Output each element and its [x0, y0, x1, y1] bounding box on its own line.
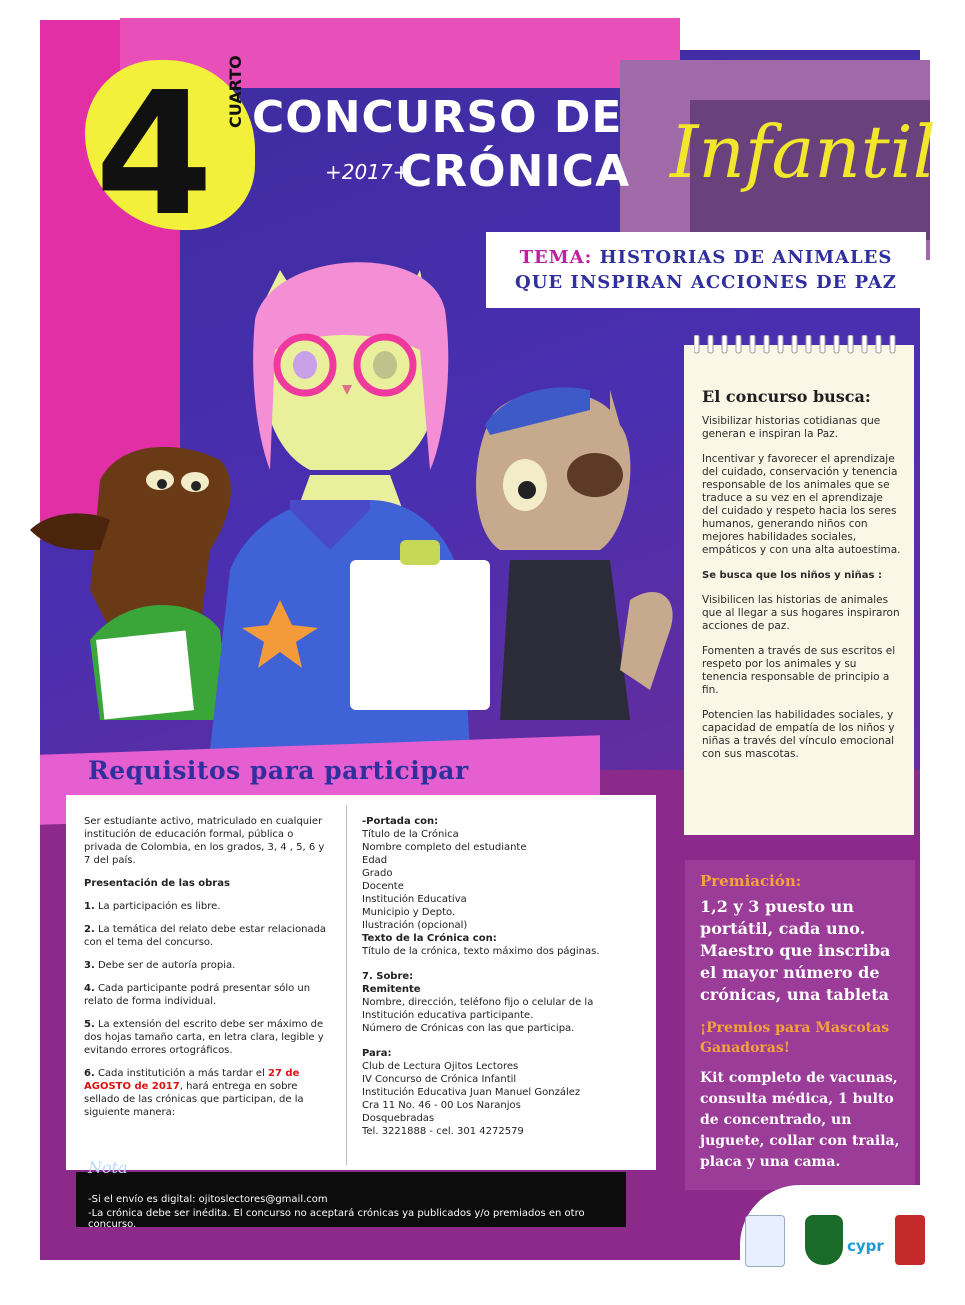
envelope-heading: 7. Sobre: [362, 971, 414, 982]
rule-3: 3. Debe ser de autoría propia. [84, 960, 236, 971]
goals-title: El concurso busca: [702, 387, 871, 406]
rule-2: 2. La temática del relato debe estar relacionada con el tema del concurso. [84, 924, 327, 948]
notepad-rings-icon [694, 335, 904, 355]
prizes-text: 1,2 y 3 puesto un portátil, cada uno. Maestro que inscriba el mayor número de crónicas, una tableta [700, 897, 891, 1004]
goal-5: Potencien las habilidades sociales, y capacidad de empatía de los niños y niñas a través del vínculo emocional con sus mascotas. [702, 709, 895, 760]
edition-number: 4 [95, 56, 214, 254]
goals-body [702, 415, 902, 773]
works-heading: Presentación de las obras [84, 878, 230, 889]
edition-word: CUARTO [226, 55, 245, 128]
prizes-heading: Premiación: [700, 872, 802, 890]
goals-notepad [684, 345, 914, 835]
rule-5: 5. La extensión del escrito debe ser máximo de dos hojas tamaño carta, en letra clara, legible y evitando errores ortográficos. [84, 1019, 324, 1056]
title-line-1: CONCURSO DE [252, 92, 623, 143]
prizes-section [700, 872, 910, 1173]
theme-label: TEMA: [519, 247, 593, 268]
note-line-1: -Si el envío es digital: ojitoslectores@gmail.com [88, 1194, 328, 1205]
characters-illustration [30, 250, 690, 750]
pet-prizes-heading: ¡Premios para Mascotas Ganadoras! [700, 1020, 890, 1056]
requirements-divider [346, 805, 347, 1165]
school-shield-logo [805, 1215, 843, 1265]
text-items: Título de la crónica, texto máximo dos páginas. [362, 946, 600, 957]
to-items: Club de Lectura Ojitos Lectores IV Concurso de Crónica Infantil Institución Educativa Juan Manuel González Cra 11 No. 46 - 00 Los Naranjos Dosquebradas Tel. 3221888 - cel. 301 4272579 [362, 1061, 581, 1137]
municipality-logo [895, 1215, 925, 1265]
requirements-title: Requisitos para participar [88, 756, 469, 785]
ojitos-lectores-logo [745, 1215, 785, 1267]
sender-heading: Remitente [362, 984, 421, 995]
rule-1: 1. La participación es libre. [84, 901, 221, 912]
rule-6: 6. Cada institutición a más tardar el 27 de AGOSTO de 2017, hará entrega en sobre sellado de las crónicas que participan, de la siguiente manera: [84, 1068, 304, 1118]
cypr-logo: cypr [845, 1215, 889, 1265]
requirements-intro: Ser estudiante activo, matriculado en cualquier institución de educación formal, pública o privada de Colombia, en los grados, 3, 4 , 5, 6 y 7 del país. [84, 816, 325, 866]
note-tag: Nota [88, 1158, 128, 1177]
grey-dog-illustration [476, 387, 673, 720]
cat-character-illustration [210, 262, 490, 750]
goal-4: Fomenten a través de sus escritos el respeto por los animales y su tenencia responsable de principio a fin. [702, 645, 896, 696]
sender-items: Nombre, dirección, teléfono fijo o celular de la Institución educativa participante. Número de Crónicas con las que participa. [362, 997, 594, 1034]
goal-2: Incentivar y favorecer el aprendizaje del cuidado, conservación y tenencia responsable de los animales que se traduce a su vez en el aprendizaje del cuidado y respeto hacia los seres humanos, generando niños con mejores habilidades sociales, empáticos y con una alta autoestima. [702, 453, 901, 556]
theme-text-1: HISTORIAS DE ANIMALES [599, 247, 893, 268]
cover-items: Título de la Crónica Nombre completo del estudiante Edad Grado Docente Institución Educativa Municipio y Depto. Ilustración (opcional) [362, 829, 527, 931]
requirements-right-column [362, 815, 642, 1138]
title-script: Infantil [670, 110, 936, 194]
theme-text-2: QUE INSPIRAN ACCIONES DE PAZ [515, 272, 897, 293]
note-line-2: -La crónica debe ser inédita. El concurso no aceptará crónicas ya publicados y/o premiados en otro concurso. [88, 1208, 585, 1230]
title-line-2: CRÓNICA [400, 146, 631, 197]
goal-1: Visibilizar historias cotidianas que generan e inspiran la Paz. [702, 415, 881, 440]
to-heading: Para: [362, 1048, 392, 1059]
rule-4: 4. Cada participante podrá presentar sólo un relato de forma individual. [84, 983, 311, 1007]
year-label: +2017+ [325, 160, 410, 184]
goal-3: Visibilicen las historias de animales que al llegar a sus hogares inspiraron acciones de paz. [702, 594, 900, 632]
goals-subtitle: Se busca que los niños y niñas : [702, 570, 882, 581]
deadline-date: 27 de AGOSTO de 2017 [84, 1068, 300, 1092]
brown-dog-illustration [30, 447, 231, 720]
pet-prizes-text: Kit completo de vacunas, consulta médica, 1 bulto de concentrado, un juguete, collar con traila, placa y una cama. [700, 1070, 900, 1170]
cover-heading: -Portada con: [362, 816, 439, 827]
sponsor-logos [745, 1215, 935, 1275]
requirements-box [66, 795, 656, 1170]
requirements-left-column [84, 815, 329, 1129]
note-bar [76, 1172, 626, 1230]
text-heading: Texto de la Crónica con: [362, 933, 497, 944]
